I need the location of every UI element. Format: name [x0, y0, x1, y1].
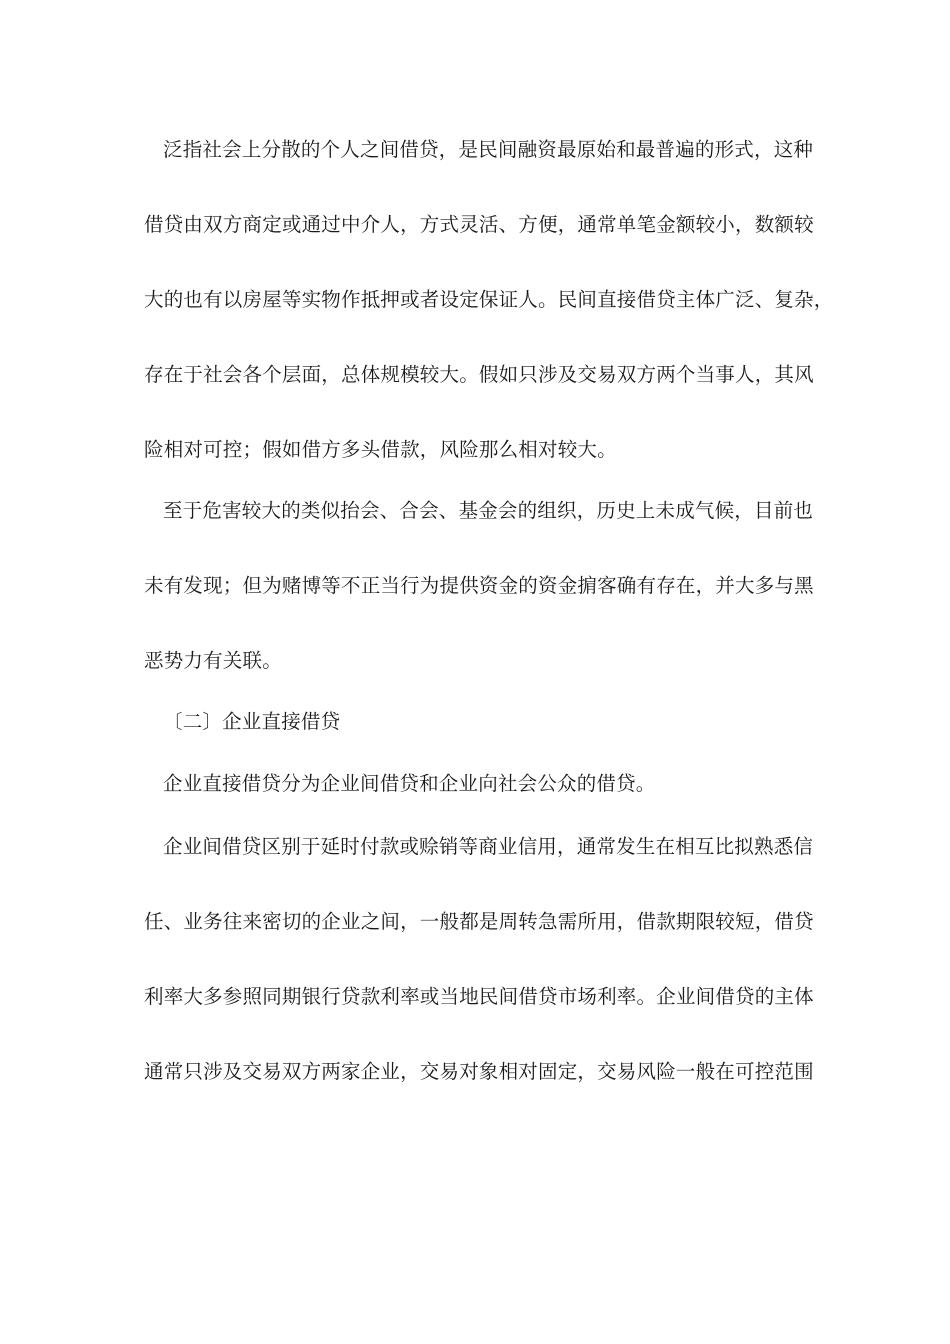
- paragraph-line: 企业间借贷区别于延时付款或赊销等商业信用，通常发生在相互比拟熟悉信: [163, 835, 814, 858]
- paragraph-line: 至于危害较大的类似抬会、合会、基金会的组织，历史上未成气候，目前也: [163, 499, 814, 522]
- section-heading: 〔二〕企业直接借贷: [163, 710, 341, 733]
- paragraph-line: 险相对可控；假如借方多头借款，风险那么相对较大。: [144, 438, 617, 461]
- paragraph-line: 泛指社会上分散的个人之间借贷，是民间融资最原始和最普遍的形式，这种: [163, 138, 814, 161]
- paragraph-line: 借贷由双方商定或通过中介人，方式灵活、方便，通常单笔金额较小，数额较: [144, 213, 814, 236]
- paragraph-line: 任、业务往来密切的企业之间，一般都是周转急需所用，借款期限较短，借贷: [144, 910, 814, 933]
- paragraph-line: 大的也有以房屋等实物作抵押或者设定保证人。民间直接借贷主体广泛、复杂，: [144, 288, 834, 311]
- paragraph-line: 恶势力有关联。: [144, 649, 282, 672]
- paragraph-line: 未有发现；但为赌博等不正当行为提供资金的资金掮客确有存在，并大多与黑: [144, 574, 814, 597]
- paragraph-line: 利率大多参照同期银行贷款利率或当地民间借贷市场利率。企业间借贷的主体: [144, 985, 814, 1008]
- paragraph-line: 存在于社会各个层面，总体规模较大。假如只涉及交易双方两个当事人，其风: [144, 363, 814, 386]
- paragraph-line: 企业直接借贷分为企业间借贷和企业向社会公众的借贷。: [163, 772, 656, 795]
- paragraph-line: 通常只涉及交易双方两家企业，交易对象相对固定，交易风险一般在可控范围: [144, 1060, 814, 1083]
